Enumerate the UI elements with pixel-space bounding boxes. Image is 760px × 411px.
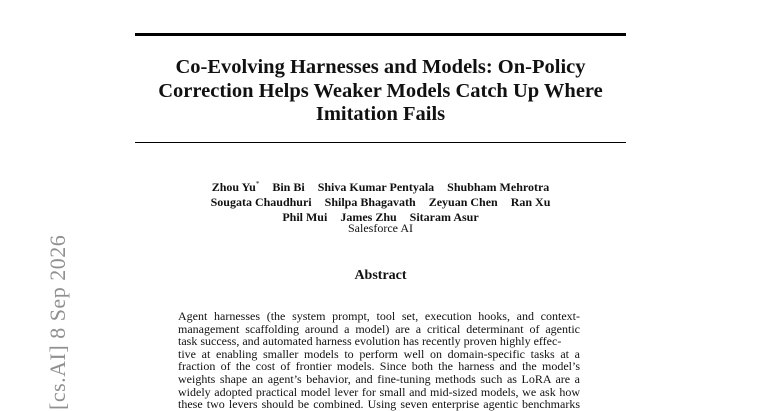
author-name: Bin Bi [272, 180, 305, 194]
author-name: Shilpa Bhagavath [324, 195, 416, 209]
author-name: Phil Mui [282, 210, 328, 224]
author-name: James Zhu [340, 210, 397, 224]
author-name: Shiva Kumar Pentyala [317, 180, 435, 194]
abstract-line: widely adopted practical model lever for small and mid-sized models, we ask how [178, 384, 580, 399]
abstract-line: task success, and automated harness evolution has recently proven highly effec- [178, 334, 562, 349]
author-list [135, 177, 626, 225]
title-line: Co-Evolving Harnesses and Models: On-Policy [175, 56, 586, 78]
abstract-line: management scaffolding around a model) are a critical determinant of agentic [178, 321, 580, 336]
paper-title [135, 56, 626, 127]
author-name: Ran Xu [510, 195, 551, 209]
first-author-mark: * [255, 180, 260, 188]
top-rule [135, 33, 626, 36]
abstract-heading: Abstract [354, 268, 407, 283]
author-name: Zhou Yu* [211, 180, 260, 194]
author-row [135, 177, 626, 195]
author-name: Sougata Chaudhuri [210, 195, 312, 209]
author-name: Sitaram Asur [409, 210, 479, 224]
author-row [135, 195, 626, 210]
author-name: Zeyuan Chen [428, 195, 498, 209]
arxiv-side-stamp: [cs.AI] 8 Sep 2026 [45, 234, 70, 410]
abstract-body [178, 310, 580, 411]
author-name: Shubham Mehrotra [447, 180, 550, 194]
abstract-line: weights shape an agent’s behavior, and fine-tuning methods such as LoRA are a [178, 371, 580, 386]
abstract-line: these two levers should be combined. Using seven enterprise agentic benchmarks [178, 397, 580, 411]
title-line: Correction Helps Weaker Models Catch Up Where [158, 79, 603, 102]
abstract-line: fraction of the cost of frontier models. Since both the harness and the model’s [178, 359, 580, 374]
abstract-line: Agent harnesses (the system prompt, tool set, execution hooks, and context- [178, 309, 580, 323]
abstract-line: tive at enabling smaller models to perform well on domain-specific tasks at a [178, 346, 580, 361]
title-line: Imitation Fails [315, 103, 446, 125]
affiliation: Salesforce AI [348, 221, 413, 235]
title-bottom-rule [135, 142, 626, 143]
